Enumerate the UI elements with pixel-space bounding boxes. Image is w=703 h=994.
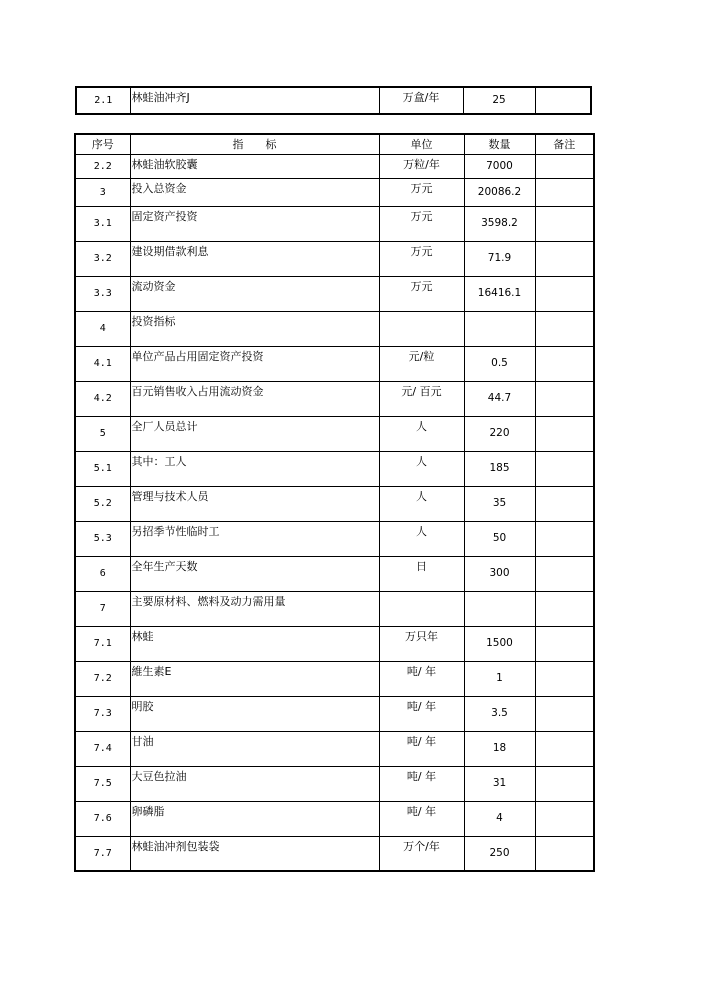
row-number: 5.2: [75, 486, 130, 521]
quantity-cell: 7000: [464, 154, 535, 178]
indicator-cell: 其中：工人: [130, 451, 379, 486]
remark-cell: [535, 346, 594, 381]
unit-cell: 吨/ 年: [379, 696, 464, 731]
table-row: [75, 661, 594, 696]
remark-cell: [535, 451, 594, 486]
table-row: [75, 154, 594, 178]
quantity-cell: [464, 311, 535, 346]
unit-cell: 人: [379, 451, 464, 486]
row-number: 2.2: [75, 154, 130, 178]
indicator-cell: 林蛙油软胶囊: [130, 154, 379, 178]
table-row: [75, 311, 594, 346]
indicator-cell: 投入总资金: [130, 178, 379, 206]
remark-cell: [535, 696, 594, 731]
quantity-cell: 1500: [464, 626, 535, 661]
indicator-cell: 流动资金: [130, 276, 379, 311]
unit-cell: 吨/ 年: [379, 731, 464, 766]
row-number: 7.3: [75, 696, 130, 731]
unit-cell: 吨/ 年: [379, 766, 464, 801]
unit-cell: 日: [379, 556, 464, 591]
unit-cell: 元/粒: [379, 346, 464, 381]
remark-cell: [535, 801, 594, 836]
row-number: 7: [75, 591, 130, 626]
row-number: 4: [75, 311, 130, 346]
remark-cell: [535, 381, 594, 416]
remark-cell: [535, 731, 594, 766]
row-number: 4.1: [75, 346, 130, 381]
remark-cell: [535, 154, 594, 178]
indicator-cell: 林蛙: [130, 626, 379, 661]
quantity-cell: 3598.2: [464, 206, 535, 241]
indicator-cell: 主要原材料、燃料及动力需用量: [130, 591, 379, 626]
unit-cell: 万粒/年: [379, 154, 464, 178]
table-row: [75, 206, 594, 241]
indicator-cell: 百元销售收入占用流动资金: [130, 381, 379, 416]
table-row: [75, 451, 594, 486]
unit-cell: 万元: [379, 206, 464, 241]
indicator-cell: 建设期借款利息: [130, 241, 379, 276]
indicator-table: [74, 133, 595, 872]
quantity-cell: 71.9: [464, 241, 535, 276]
table-row: [75, 241, 594, 276]
quantity-cell: 300: [464, 556, 535, 591]
quantity-cell: 0.5: [464, 346, 535, 381]
table-row: [75, 836, 594, 871]
table-row: [75, 731, 594, 766]
row-number: 3: [75, 178, 130, 206]
header-indicator: 指 标: [130, 134, 379, 154]
remark-cell: [535, 87, 591, 114]
remark-cell: [535, 178, 594, 206]
row-number: 3.1: [75, 206, 130, 241]
unit-cell: 万个/年: [379, 836, 464, 871]
table-row: [75, 801, 594, 836]
top-fragment-table: [75, 86, 592, 115]
header-unit: 单位: [379, 134, 464, 154]
quantity-cell: 20086.2: [464, 178, 535, 206]
row-number: 3.3: [75, 276, 130, 311]
row-number: 3.2: [75, 241, 130, 276]
quantity-cell: 18: [464, 731, 535, 766]
table-row: [75, 766, 594, 801]
row-number: 2.1: [76, 87, 130, 114]
unit-cell: 吨/ 年: [379, 801, 464, 836]
unit-cell: 人: [379, 521, 464, 556]
remark-cell: [535, 626, 594, 661]
unit-cell: 人: [379, 416, 464, 451]
remark-cell: [535, 591, 594, 626]
unit-cell: 万元: [379, 241, 464, 276]
quantity-cell: 3.5: [464, 696, 535, 731]
indicator-cell: 甘油: [130, 731, 379, 766]
indicator-cell: 固定资产投资: [130, 206, 379, 241]
unit-cell: [379, 591, 464, 626]
quantity-cell: 31: [464, 766, 535, 801]
unit-cell: 万元: [379, 276, 464, 311]
indicator-cell: 另招季节性临时工: [130, 521, 379, 556]
row-number: 7.4: [75, 731, 130, 766]
table-header-row: [75, 134, 594, 154]
header-quantity: 数量: [464, 134, 535, 154]
table-row: [75, 696, 594, 731]
indicator-cell: 維生素E: [130, 661, 379, 696]
indicator-cell: 林蛙油冲齐J: [130, 87, 379, 114]
remark-cell: [535, 241, 594, 276]
table-row: [75, 486, 594, 521]
unit-cell: 万元: [379, 178, 464, 206]
unit-cell: 万只年: [379, 626, 464, 661]
remark-cell: [535, 311, 594, 346]
quantity-cell: 220: [464, 416, 535, 451]
indicator-cell: 投资指标: [130, 311, 379, 346]
row-number: 4.2: [75, 381, 130, 416]
table-row: [75, 521, 594, 556]
remark-cell: [535, 416, 594, 451]
row-number: 5: [75, 416, 130, 451]
row-number: 7.2: [75, 661, 130, 696]
unit-cell: 吨/ 年: [379, 661, 464, 696]
table-row: [75, 276, 594, 311]
quantity-cell: 50: [464, 521, 535, 556]
unit-cell: 万盒/年: [379, 87, 463, 114]
table-row: [75, 381, 594, 416]
table-row: [76, 87, 591, 114]
header-no: 序号: [75, 134, 130, 154]
remark-cell: [535, 276, 594, 311]
row-number: 5.1: [75, 451, 130, 486]
indicator-cell: 全厂人员总计: [130, 416, 379, 451]
remark-cell: [535, 486, 594, 521]
row-number: 6: [75, 556, 130, 591]
table-row: [75, 556, 594, 591]
row-number: 7.1: [75, 626, 130, 661]
quantity-cell: 35: [464, 486, 535, 521]
table-row: [75, 591, 594, 626]
indicator-cell: 管理与技术人员: [130, 486, 379, 521]
quantity-cell: 250: [464, 836, 535, 871]
remark-cell: [535, 556, 594, 591]
row-number: 5.3: [75, 521, 130, 556]
indicator-cell: 明胶: [130, 696, 379, 731]
table-row: [75, 416, 594, 451]
row-number: 7.6: [75, 801, 130, 836]
table-row: [75, 346, 594, 381]
unit-cell: 人: [379, 486, 464, 521]
quantity-cell: 1: [464, 661, 535, 696]
table-row: [75, 626, 594, 661]
unit-cell: 元/ 百元: [379, 381, 464, 416]
quantity-cell: 44.7: [464, 381, 535, 416]
row-number: 7.7: [75, 836, 130, 871]
indicator-cell: 全年生产天数: [130, 556, 379, 591]
remark-cell: [535, 521, 594, 556]
remark-cell: [535, 836, 594, 871]
remark-cell: [535, 661, 594, 696]
quantity-cell: 185: [464, 451, 535, 486]
quantity-cell: 4: [464, 801, 535, 836]
indicator-cell: 大豆色拉油: [130, 766, 379, 801]
indicator-cell: 林蛙油冲剂包装袋: [130, 836, 379, 871]
header-remark: 备注: [535, 134, 594, 154]
remark-cell: [535, 766, 594, 801]
row-number: 7.5: [75, 766, 130, 801]
table-row: [75, 178, 594, 206]
indicator-cell: 卵磷脂: [130, 801, 379, 836]
quantity-cell: 16416.1: [464, 276, 535, 311]
quantity-cell: [464, 591, 535, 626]
unit-cell: [379, 311, 464, 346]
remark-cell: [535, 206, 594, 241]
quantity-cell: 25: [463, 87, 535, 114]
indicator-cell: 单位产品占用固定资产投资: [130, 346, 379, 381]
